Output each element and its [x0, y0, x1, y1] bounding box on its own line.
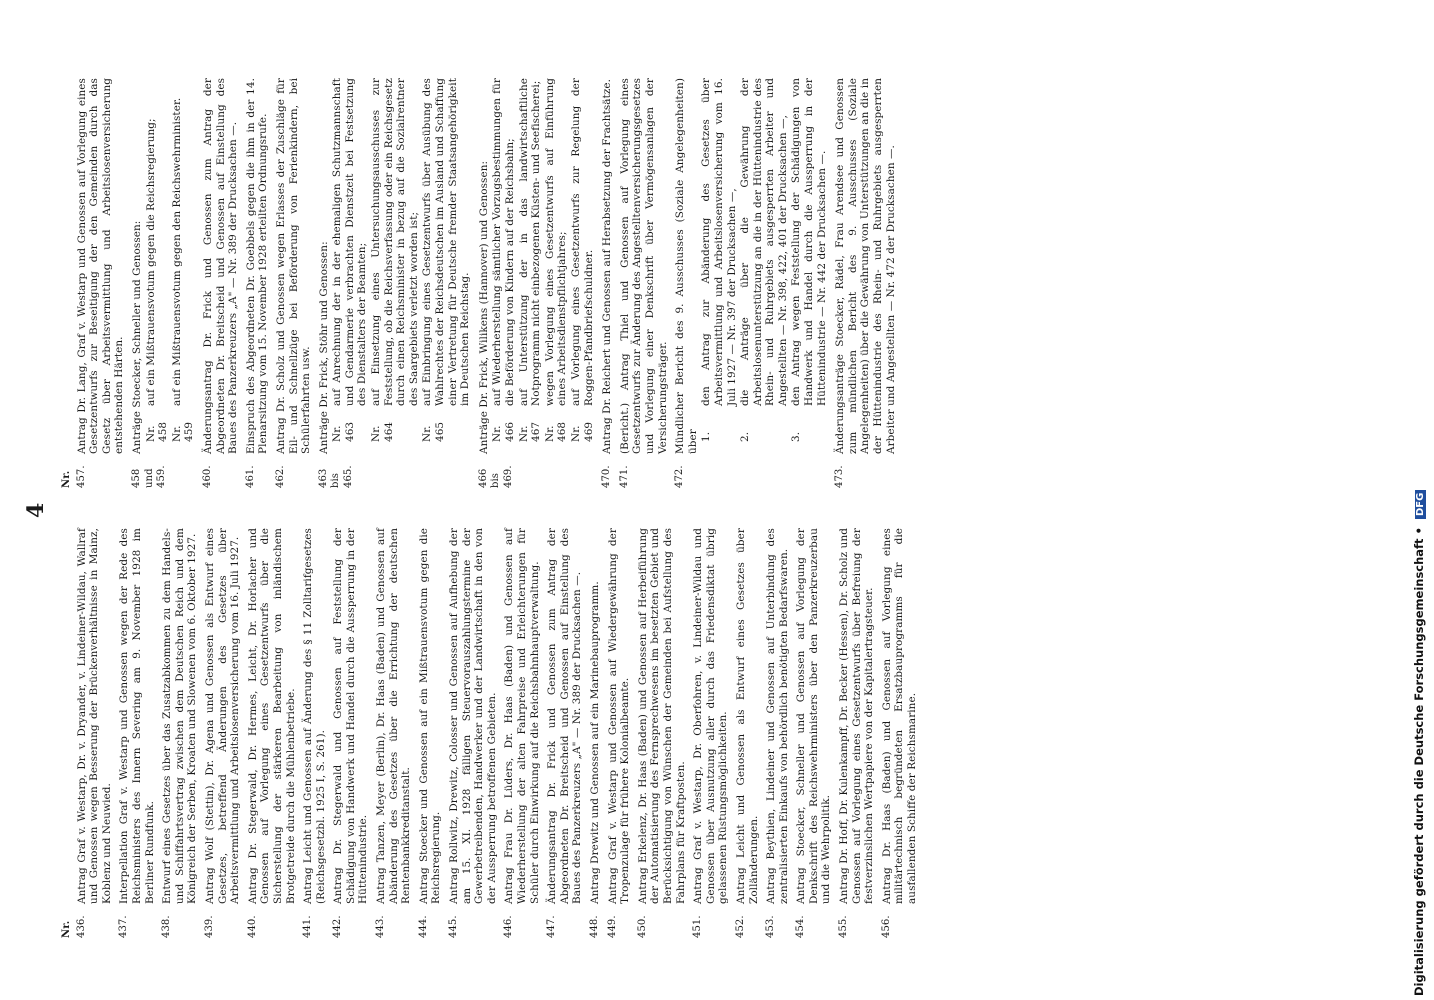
subitem-label: Nr. 468	[543, 421, 569, 442]
entry-subitem	[570, 78, 595, 454]
entry-body	[118, 528, 156, 904]
entry-number: 456.	[880, 915, 892, 938]
entry-number: 451.	[692, 915, 704, 938]
entry-subitem	[700, 78, 738, 454]
document-entry	[375, 528, 413, 938]
document-entry	[601, 78, 614, 488]
entry-number: 437.	[118, 915, 130, 938]
subitem-label: Nr. 467	[517, 421, 543, 442]
entry-number: 471.	[618, 465, 630, 488]
subitem-text: auf Einbringung eines Gesetzentwurfs über Ausübung des Wahlrechtes der Reichsdeutschen im Ausland und Schaffung einer Vertretung für Deutsche fremder Staatsangehörigkeit im Deutschen Reichstag.	[421, 78, 472, 406]
entry-subitem	[145, 78, 170, 454]
entry-text: Antrag Leicht und Genossen als Entwurf eines Gesetzes über Zolländerungen.	[734, 528, 760, 904]
entry-number: 473.	[834, 465, 846, 488]
document-entry	[318, 78, 473, 488]
subitem-text: auf ein Mißtrauensvotum gegen den Reichswehrminister.	[170, 97, 183, 406]
entry-body	[375, 528, 413, 904]
document-entry	[118, 528, 156, 938]
entry-number: 461.	[244, 465, 256, 488]
entry-number: 442.	[332, 915, 344, 938]
entry-text: Antrag Frau Dr. Lüders, Dr. Haas (Baden) und Genossen auf Wiederherstellung der alten Fahrpreise und Erleichterungen für Schüler durch Einwirkung auf die Reichsbahnhauptverwaltung.	[503, 528, 541, 904]
entry-text: Antrag Dr. Stegerwald, Dr. Hermes, Leicht, Dr. Horlacher und Genossen auf Vorlegung eines Gesetzentwurfs über die Sicherstellung der stärkeren Bearbeitung von inländischem Brotgetreide durch die Mühlenbetriebe.	[246, 528, 297, 904]
document-entry	[245, 78, 270, 488]
entry-body	[503, 528, 541, 904]
subitem-text: auf Vorlegung eines Gesetzentwurfs zur Regelung der Roggen-Pfandbriefschuldner.	[569, 78, 595, 406]
document-entry	[619, 78, 669, 488]
document-entry	[881, 528, 919, 938]
entry-body	[76, 528, 114, 904]
document-entry	[589, 528, 602, 938]
entry-body	[546, 528, 584, 904]
document-entry	[332, 528, 370, 938]
entry-text: Antrag Wolf (Stettin), Dr. Agena und Genossen als Entwurf eines Gesetzes, betreffend Änderungen des Gesetzes über Arbeitsvermittlung und Arbeitslosenversicherung vom 16. Juli 1927.	[203, 528, 242, 904]
entry-text: Antrag Dr. Hoff, Dr. Kulenkampff, Dr. Becker (Hessen), Dr. Scholz und Genossen auf Vorlegung eines Gesetzentwurfs über Befreiung der festverzinslichen Wertpapiere von der Kapitalertragsteuer.	[838, 528, 876, 904]
subitem-text: die Anträge über die Gewährung der Arbeitslosenunterstützung an die in der Hüttenindustrie des Rhein- und Ruhrgebiets ausgesperrten Arbeiter und Angestellten — Nr. 398, 422, 401 der Drucksachen —,	[739, 78, 789, 406]
entry-body	[247, 528, 297, 904]
entry-body	[674, 78, 829, 454]
entry-number: 441.	[302, 915, 314, 938]
digitization-sidebar	[1406, 6, 1434, 1000]
subitem-label: Nr. 463	[331, 421, 356, 442]
entry-body	[161, 528, 199, 904]
left-entry-list	[76, 528, 919, 938]
sidebar-separator: •	[1412, 527, 1426, 535]
document-entry	[735, 528, 760, 938]
entry-subitem	[421, 78, 471, 454]
document-entry	[161, 528, 199, 938]
entry-body	[245, 78, 270, 454]
left-column-header: Nr.	[61, 920, 72, 938]
entry-text: Antrag Dr. Haas (Baden) und Genossen auf Vorlegung eines militärtechnisch begründeten Ersatzbauprogramms für die ausfallenden Schiffe der Reichsmarine.	[880, 528, 919, 904]
document-entry	[478, 78, 596, 488]
entry-body	[692, 528, 730, 904]
document-entry	[76, 528, 114, 938]
entry-number: 440.	[246, 915, 258, 938]
entry-text: Anträge Stoecker, Schneller und Genossen:	[130, 220, 143, 454]
entry-body	[838, 528, 876, 904]
entry-body	[318, 78, 473, 454]
entry-number: 472.	[674, 465, 686, 488]
subitem-label: Nr. 458	[144, 421, 170, 442]
rotated-page-content	[1, 48, 1201, 948]
subitem-label: 3.	[790, 431, 803, 442]
subitem-text: auf Unterstützung der in das landwirtschaftliche Notprogramm nicht einbezogenen Küsten- und Seefischerei;	[517, 78, 543, 406]
document-entry	[247, 528, 297, 938]
subitem-text: den Antrag wegen Feststellung der Schädigungen von Handwerk und Handel durch die Aussperrung in der Hüttenindustrie — Nr. 442 der Drucksachen —.	[790, 78, 828, 406]
subitem-label: Nr. 459	[170, 421, 196, 442]
document-entry	[503, 528, 541, 938]
entry-subitem	[171, 78, 196, 454]
entry-body	[131, 78, 197, 454]
entry-text: Änderungsanträge Stoecker, Rädel, Frau Arendsee und Genossen zum mündlichen Bericht des 9. Ausschusses (Soziale Angelegenheiten) über die Gewährung von Unterstützungen an die in der Hüttenindustrie des Rhein- und Ruhrgebiets ausgesperrten Arbeiter und Angestellten — Nr. 472 der Drucksachen —.	[834, 78, 897, 454]
entry-text: Anträge Dr. Frick, Wilikens (Hannover) und Genossen:	[477, 160, 490, 454]
entry-text: Antrag Dr. Scholz und Genossen wegen Erlasses der Zuschläge für Eil- und Schnellzüge bei Beförderung von Ferienkindern, bei Schülerfahrten usw.	[274, 78, 313, 454]
entry-number: 449.	[606, 915, 618, 938]
entry-body	[589, 528, 602, 904]
entry-text: Antrag Tanzen, Meyer (Berlin), Dr. Haas (Baden) und Genossen auf Abänderung des Gesetzes über die Errichtung der deutschen Rentenbankkreditanstalt.	[375, 528, 413, 904]
entry-body	[448, 528, 498, 904]
entry-text: Antrag Dr. Lang, Graf v. Westarp und Genossen auf Vorlegung eines Gesetzentwurfs zur Beseitigung der den Gemeinden durch das Gesetz über Arbeitsvermittlung und Arbeitslosenversicherung entstehenden Härten.	[75, 78, 126, 454]
entry-number: 458 und 459.	[130, 465, 168, 488]
sidebar-credit	[1412, 16, 1426, 996]
entry-body	[881, 528, 919, 904]
entry-number: 450.	[636, 915, 648, 938]
document-entry	[637, 528, 687, 938]
sidebar-credit-text: Digitalisierung gefördert durch die Deutsche Forschungsgemeinschaft	[1412, 538, 1426, 996]
entry-subitem	[739, 78, 789, 454]
subitem-text: auf Anrechnung der in der ehemaligen Schutzmannschaft und Gendarmerie verbrachten Dienstzeit bei Festsetzung des Dienstalters der Beamten;	[331, 78, 369, 406]
entry-text: Einspruch des Abgeordneten Dr. Goebbels gegen die ihm in der 14. Plenarsitzung vom 15. November 1928 erteilten Ordnungsrufe.	[244, 78, 270, 454]
entry-number: 443.	[375, 915, 387, 938]
document-entry	[692, 528, 730, 938]
entry-body	[834, 78, 897, 454]
entry-text: Antrag Beythien, Lindeiner und Genossen auf Unterbindung des zentralisierten Einkaufs von behördlich benötigten Bedarfswaren.	[765, 528, 790, 904]
entry-number: 466 bis 469.	[477, 465, 514, 488]
entry-body	[795, 528, 833, 904]
entry-number: 448.	[588, 915, 600, 938]
entry-text: Antrag Stoecker und Genossen auf ein Mißtrauensvotum gegen die Reichsregierung.	[417, 528, 443, 904]
entry-body	[601, 78, 614, 454]
entry-text: Entwurf eines Gesetzes über das Zusatzabkommen zu dem Handels- und Schiffahrtsvertrag zwischen dem Deutschen Reich und dem Königreich der Serben, Kroaten und Slowenen vom 6. Oktober 1927.	[161, 528, 199, 904]
left-column	[61, 528, 924, 938]
document-entry	[765, 528, 790, 938]
entry-text: Antrag Stoecker, Schneller und Genossen auf Vorlegung der Denkschrift des Reichswehrministers über den Panzerkreuzerbau und die Wehrpolitik.	[795, 528, 833, 904]
entry-number: 444.	[417, 915, 429, 938]
entry-subitem	[331, 78, 369, 454]
entry-number: 446.	[503, 915, 515, 938]
document-entry	[546, 528, 584, 938]
entry-body	[76, 78, 126, 454]
entry-text: Antrag Dr. Stegerwald und Genossen auf Feststellung der Schädigung von Handwerk und Handel durch die Aussperrung in der Hüttenindustrie.	[332, 528, 370, 904]
entry-subitem	[544, 78, 569, 454]
document-entry	[275, 78, 313, 488]
entry-number: 462.	[274, 465, 286, 488]
entry-body	[275, 78, 313, 454]
document-entry	[202, 78, 240, 488]
entry-number: 457.	[75, 465, 87, 488]
entry-subitem	[370, 78, 420, 454]
right-column-header: Nr.	[61, 470, 72, 488]
entry-number: 453.	[765, 915, 777, 938]
entry-number: 445.	[448, 915, 460, 938]
document-entry	[418, 528, 443, 938]
entry-text: Anträge Dr. Frick, Stöhr und Genossen:	[317, 241, 330, 454]
entry-text: Antrag Graf v. Westarp, Dr. v. Dryander, v. Lindeiner-Wildau, Wallraf und Genossen wegen Besserung der Brückenverhältnisse in Mainz, Koblenz und Neuwied.	[75, 528, 113, 904]
subitem-text: auf Einsetzung eines Untersuchungsausschusses zur Feststellung, ob die Reichsverfassung oder ein Reichsgesetz durch einen Reichsminister in bezug auf die Sozialrentner des Saargebiets verletzt worden ist;	[370, 78, 420, 406]
entry-body	[765, 528, 790, 904]
document-entry	[302, 528, 327, 938]
page-number: 4	[23, 502, 49, 518]
entry-text: Antrag Drewitz und Genossen auf ein Marinebauprogramm.	[588, 581, 601, 904]
entry-number: 447.	[546, 915, 558, 938]
entry-number: 463 bis 465.	[317, 465, 354, 488]
entry-number: 438.	[161, 915, 173, 938]
entry-text: Antrag Erkelenz, Dr. Haas (Baden) und Genossen auf Herbeiführung der Automatisierung des Fernsprechwesens im besetzten Gebiet und Berücksichtigung von Wünschen der Gemeinden bei Aufstellung des Fahrplans für Kraftposten.	[636, 528, 687, 904]
entry-subitem	[491, 78, 516, 454]
document-entry	[674, 78, 829, 488]
document-entry	[795, 528, 833, 938]
entry-body	[637, 528, 687, 904]
subitem-label: Nr. 466	[491, 421, 516, 442]
subitem-label: 2.	[739, 431, 752, 442]
entry-body	[619, 78, 669, 454]
subitem-text: den Antrag zur Abänderung des Gesetzes über Arbeitsvermittlung und Arbeitslosenversicherung vom 16. Juli 1927 — Nr. 397 der Drucksachen —,	[700, 78, 738, 406]
entry-body	[735, 528, 760, 904]
subitem-label: Nr. 465	[421, 421, 447, 442]
entry-number: 436.	[75, 915, 87, 938]
subitem-text: auf Wiederherstellung sämtlicher Vorzugsbestimmungen für die Beförderung von Kindern auf der Reichsbahn;	[491, 78, 516, 406]
dfg-logo: DFG	[1415, 490, 1426, 519]
entry-body	[607, 528, 632, 904]
subitem-label: Nr. 469	[569, 421, 595, 442]
entry-text: Änderungsantrag Dr. Frick und Genossen zum Antrag der Abgeordneten Dr. Breitscheid und Genossen auf Einstellung des Baues des Panzerkreuzers „A" — Nr. 389 der Drucksachen —.	[546, 528, 584, 904]
document-entry	[607, 528, 632, 938]
entry-text: Interpellation Graf v. Westarp und Genossen wegen der Rede des Reichsministers des Innern Severing am 9. November 1928 im Berliner Rundfunk.	[118, 528, 156, 904]
entry-subitem	[790, 78, 828, 454]
entry-text: Antrag Leicht und Genossen auf Änderung des § 11 Zolltarifgesetzes (Reichsgesetzbl. 1925 I, S. 261).	[302, 528, 327, 904]
entry-number: 470.	[601, 465, 613, 488]
entry-text: Antrag Graf v. Westarp und Genossen auf Wiedergewährung der Tropenzulage für frühere Kolonialbeamte.	[606, 528, 632, 904]
right-entry-list	[76, 78, 898, 488]
document-entry	[204, 528, 242, 938]
document-entry	[834, 78, 897, 488]
entry-number: 439.	[203, 915, 215, 938]
subitem-label: 1.	[700, 431, 713, 442]
entry-text: (Bericht.) Antrag Thiel und Genossen auf Vorlegung eines Gesetzentwurfs zur Änderung des Angestelltenversicherungsgesetzes und Vorlegung einer Denkschrift über Vermögensanlagen der Versicherungsträger.	[618, 78, 669, 454]
entry-text: Mündlicher Bericht des 9. Ausschusses (Soziale Angelegenheiten) über	[674, 78, 699, 454]
subitem-label: Nr. 464	[370, 421, 395, 442]
entry-body	[332, 528, 370, 904]
entry-text: Antrag Rollwitz, Drewitz, Colosser und Genossen auf Aufhebung der am 15. XI. 1928 fälligen Steuervorauszahlungstermine der Gewerbetreibenden, Handwerker und der Landwirtschaft in den von der Aussperrung betroffenen Gebieten.	[448, 528, 498, 904]
entry-body	[302, 528, 327, 904]
entry-body	[478, 78, 596, 454]
entry-body	[418, 528, 443, 904]
entry-text: Antrag Dr. Reichert und Genossen auf Herabsetzung der Frachtsätze.	[601, 78, 614, 454]
document-entry	[76, 78, 126, 488]
document-entry	[131, 78, 197, 488]
subitem-text: auf ein Mißtrauensvotum gegen die Reichsregierung;	[144, 118, 157, 406]
entry-text: Antrag Graf v. Westarp, Dr. Oberfohren, v. Lindeiner-Wildau und Genossen über Ausnutzung aller durch das Friedensdiktat übrig gelassenen Rüstungsmöglichkeiten.	[692, 528, 730, 904]
entry-body	[202, 78, 240, 454]
entry-subitem	[518, 78, 543, 454]
right-column	[61, 78, 902, 488]
document-entry	[448, 528, 498, 938]
entry-text: Änderungsantrag Dr. Frick und Genossen zum Antrag der Abgeordneten Dr. Breitscheid und Genossen auf Einstellung des Baues des Panzerkreuzers „A" — Nr. 389 der Drucksachen —.	[201, 78, 240, 454]
entry-number: 452.	[734, 915, 746, 938]
entry-number: 454.	[795, 915, 807, 938]
entry-number: 460.	[201, 465, 213, 488]
entry-body	[204, 528, 242, 904]
entry-number: 455.	[838, 915, 850, 938]
document-entry	[838, 528, 876, 938]
subitem-text: wegen Vorlegung eines Gesetzentwurfs auf Einführung eines Arbeitsdienstpflichtjahres;	[543, 78, 569, 406]
